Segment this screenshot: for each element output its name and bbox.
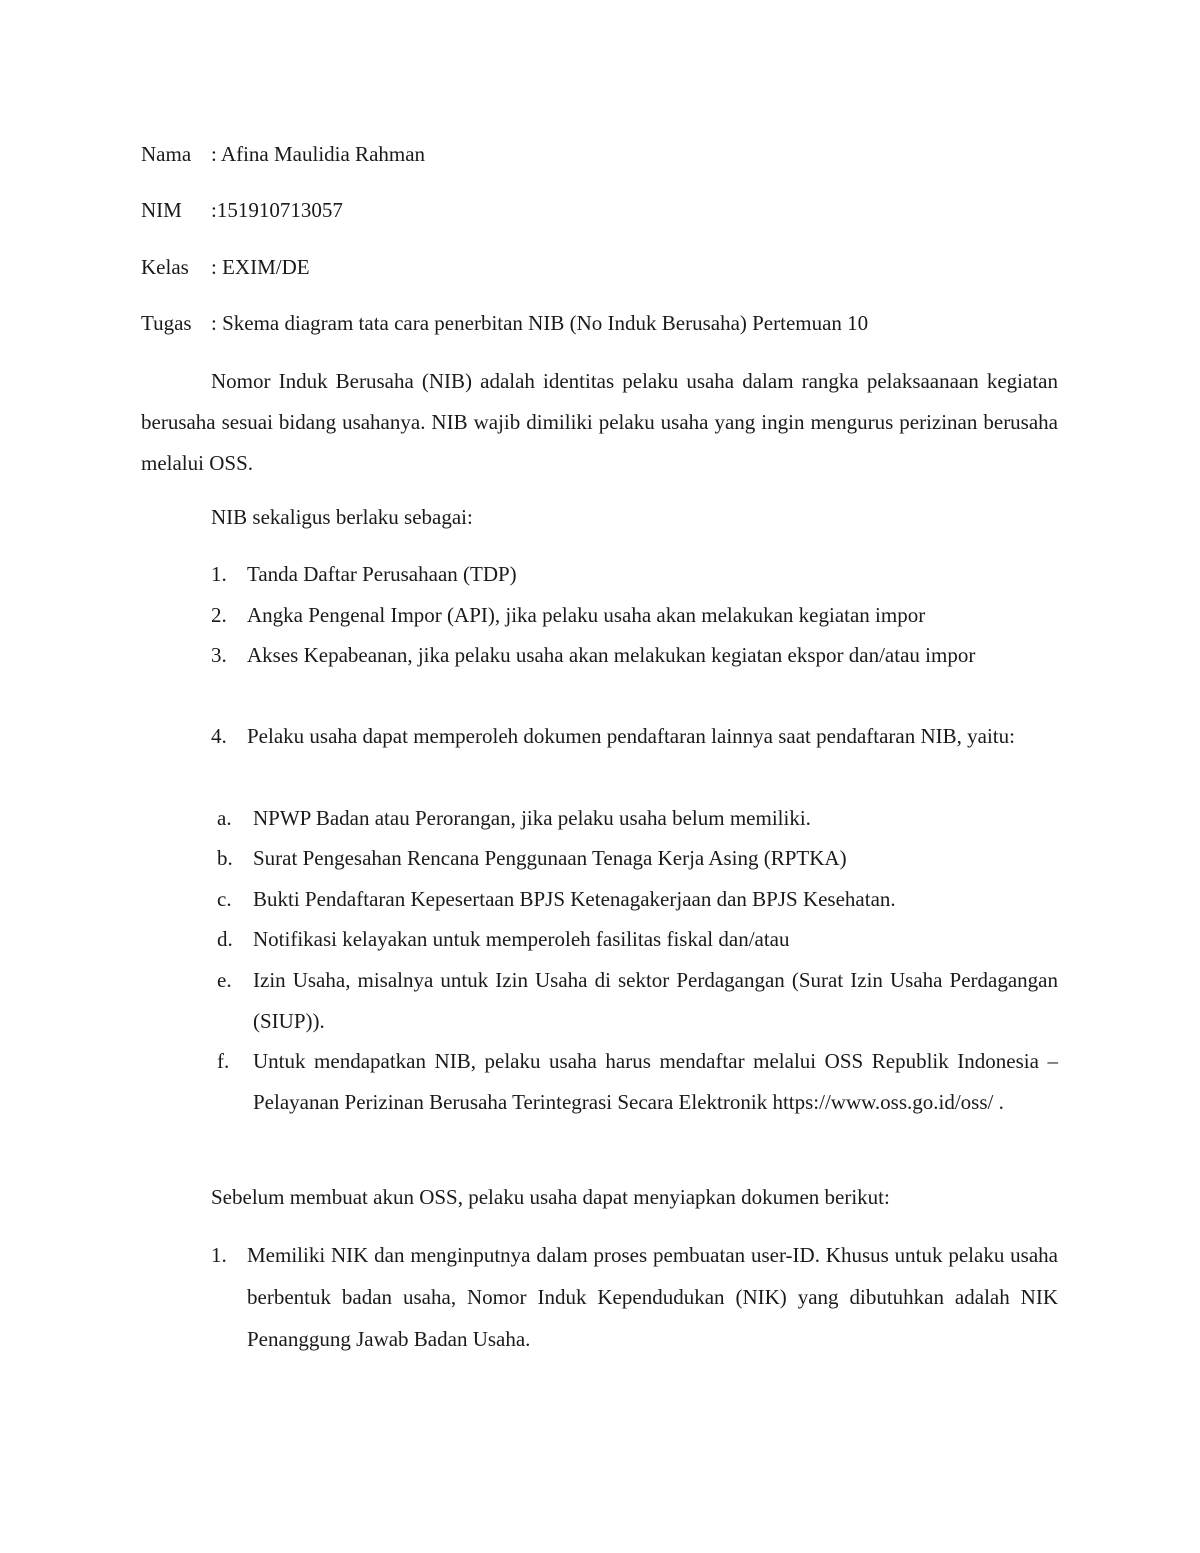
list-text: Tanda Daftar Perusahaan (TDP)	[247, 562, 517, 586]
sub-list-item	[211, 960, 1058, 1041]
sub-list-item	[211, 879, 1058, 920]
nama-value: : Afina Maulidia Rahman	[211, 142, 426, 166]
sub-list-letter: b.	[217, 846, 233, 870]
tugas-value: : Skema diagram tata cara penerbitan NIB (No Induk Berusaha) Pertemuan 10	[211, 311, 869, 335]
list-number: 1.	[211, 562, 227, 586]
sub-list-letter: f.	[217, 1049, 230, 1073]
list-number: 4.	[211, 724, 227, 748]
list-item	[211, 554, 1058, 595]
nama-label: Nama	[141, 142, 192, 166]
sub-list-text: Notifikasi kelayakan untuk memperoleh fasilitas fiskal dan/atau	[253, 927, 790, 951]
list-text: Pelaku usaha dapat memperoleh dokumen pendaftaran lainnya saat pendaftaran NIB, yaitu:	[247, 724, 1015, 748]
list-number: 2.	[211, 603, 227, 627]
sub-list-text: Izin Usaha, misalnya untuk Izin Usaha di sektor Perdagangan (Surat Izin Usaha Perdagangan (SIUP)).	[253, 968, 1058, 1033]
sub-list-text: Untuk mendapatkan NIB, pelaku usaha harus mendaftar melalui OSS Republik Indonesia – Pelayanan Perizinan Berusaha Terintegrasi Secara Elektronik https://www.oss.go.id/oss/ .	[253, 1049, 1058, 1114]
list-number: 3.	[211, 643, 227, 667]
list-item	[211, 635, 1058, 676]
sub-list-item	[211, 1041, 1058, 1122]
sub-list-letter: e.	[217, 968, 232, 992]
list-item	[211, 1234, 1058, 1360]
intro-paragraph-text: Nomor Induk Berusaha (NIB) adalah identitas pelaku usaha dalam rangka pelaksaanaan kegiatan berusaha sesuai bidang usahanya. NIB wajib dimiliki pelaku usaha yang ingin mengurus perizinan berusaha melalui OSS.	[141, 369, 1058, 475]
sub-list-item	[211, 798, 1058, 839]
sub-list-letter: c.	[217, 887, 232, 911]
sub-list-item	[211, 838, 1058, 879]
sub-list-item	[211, 919, 1058, 960]
intro-paragraph	[141, 361, 1058, 484]
oss-heading: Sebelum membuat akun OSS, pelaku usaha dapat menyiapkan dokumen berikut:	[211, 1185, 890, 1209]
sub-list-letter: d.	[217, 927, 233, 951]
nib-heading: NIB sekaligus berlaku sebagai:	[211, 505, 473, 529]
tugas-label: Tugas	[141, 311, 192, 335]
sub-list-text: Surat Pengesahan Rencana Penggunaan Tenaga Kerja Asing (RPTKA)	[253, 846, 847, 870]
list-text: Memiliki NIK dan menginputnya dalam proses pembuatan user-ID. Khusus untuk pelaku usaha berbentuk badan usaha, Nomor Induk Kependudukan (NIK) yang dibutuhkan adalah NIK Penanggung Jawab Badan Usaha.	[247, 1243, 1058, 1351]
list-text: Akses Kepabeanan, jika pelaku usaha akan melakukan kegiatan ekspor dan/atau impor	[247, 643, 976, 667]
nim-label: NIM	[141, 198, 182, 222]
list-number: 1.	[211, 1243, 227, 1267]
sub-list-letter: a.	[217, 806, 232, 830]
sub-list-text: Bukti Pendaftaran Kepesertaan BPJS Ketenagakerjaan dan BPJS Kesehatan.	[253, 887, 896, 911]
kelas-value: : EXIM/DE	[211, 255, 310, 279]
list-item	[211, 716, 1058, 757]
kelas-label: Kelas	[141, 255, 189, 279]
list-item	[211, 595, 1058, 636]
sub-list-text: NPWP Badan atau Perorangan, jika pelaku usaha belum memiliki.	[253, 806, 811, 830]
list-text: Angka Pengenal Impor (API), jika pelaku usaha akan melakukan kegiatan impor	[247, 603, 926, 627]
nim-value: :151910713057	[211, 198, 343, 222]
